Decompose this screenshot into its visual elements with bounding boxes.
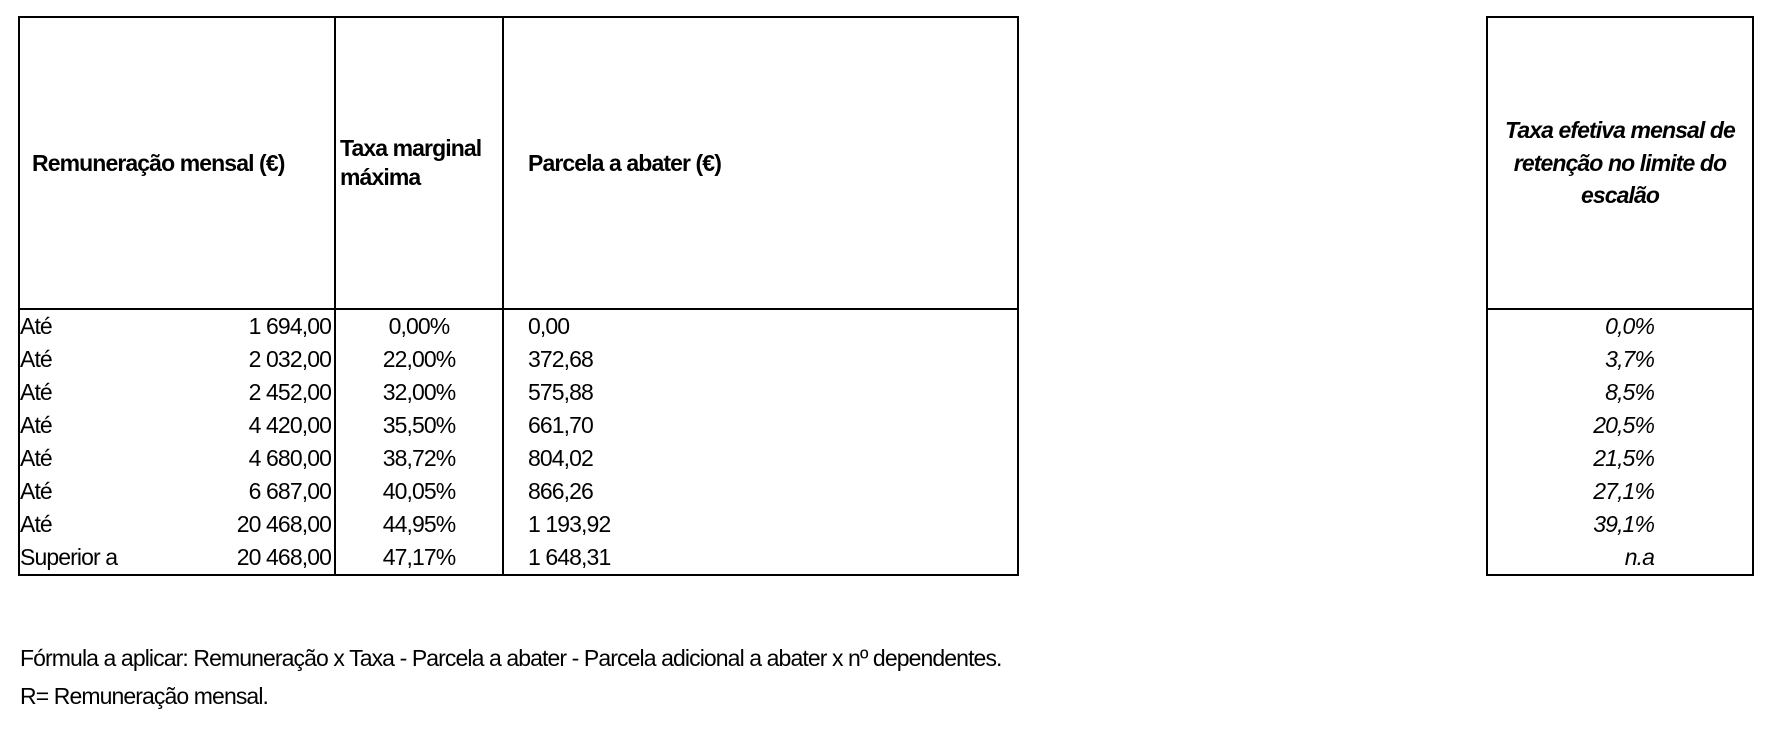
table-body (19, 309, 1018, 575)
effective-rate-cell: 0,0% (1605, 313, 1654, 339)
withholding-tax-table (18, 16, 1019, 576)
marginal-rate-cell: 38,72% (335, 442, 503, 475)
parcela-cell: 1 648,31 (503, 541, 1018, 575)
table-row (19, 541, 1018, 575)
bracket-limit: 20 468,00 (236, 511, 331, 537)
header-parcela-abater: Parcela a abater (€) (503, 17, 1018, 309)
legend-note: R= Remuneração mensal. (20, 683, 269, 709)
parcela-cell: 804,02 (503, 442, 1018, 475)
side-header-row (1487, 17, 1753, 309)
marginal-rate-cell: 35,50% (335, 409, 503, 442)
bracket-limit: 6 687,00 (248, 478, 331, 504)
remuneracao-cell (19, 442, 335, 475)
parcela-cell: 661,70 (503, 409, 1018, 442)
header-taxa-efetiva: Taxa efetiva mensal de retenção no limite do escalão (1487, 17, 1753, 309)
side-table-row (1487, 508, 1753, 541)
effective-rate-table (1486, 16, 1754, 576)
side-table-row (1487, 442, 1753, 475)
bracket-limit: 1 694,00 (248, 313, 331, 339)
table-row (19, 309, 1018, 343)
effective-rate-cell: 8,5% (1605, 379, 1654, 405)
effective-rate-cell: 21,5% (1593, 445, 1654, 471)
remuneracao-cell (19, 309, 335, 343)
marginal-rate-cell: 0,00% (335, 309, 503, 343)
table-row (19, 343, 1018, 376)
effective-rate-cell: 3,7% (1605, 346, 1654, 372)
bracket-limit: 2 452,00 (248, 379, 331, 405)
side-table-row (1487, 475, 1753, 508)
parcela-cell: 866,26 (503, 475, 1018, 508)
table-row (19, 376, 1018, 409)
side-table-body (1487, 309, 1753, 575)
bracket-prefix: Até (20, 379, 52, 405)
side-table-row (1487, 541, 1753, 575)
effective-rate-cell: n.a (1624, 544, 1654, 570)
bracket-prefix: Até (20, 313, 52, 339)
side-table-row (1487, 343, 1753, 376)
marginal-rate-cell: 44,95% (335, 508, 503, 541)
bracket-prefix: Superior a (20, 544, 118, 570)
bracket-limit: 20 468,00 (236, 544, 331, 570)
bracket-prefix: Até (20, 511, 52, 537)
marginal-rate-cell: 22,00% (335, 343, 503, 376)
header-remuneracao: Remuneração mensal (€) (19, 17, 335, 309)
bracket-prefix: Até (20, 412, 52, 438)
side-table-row (1487, 376, 1753, 409)
parcela-cell: 1 193,92 (503, 508, 1018, 541)
remuneracao-cell (19, 508, 335, 541)
remuneracao-cell (19, 376, 335, 409)
notes (20, 639, 1002, 715)
remuneracao-cell (19, 409, 335, 442)
formula-note: Fórmula a aplicar: Remuneração x Taxa - Parcela a abater - Parcela adicional a abater x nº dependentes. (20, 645, 1002, 671)
effective-rate-cell: 20,5% (1593, 412, 1654, 438)
table-row (19, 409, 1018, 442)
marginal-rate-cell: 40,05% (335, 475, 503, 508)
remuneracao-cell (19, 343, 335, 376)
bracket-limit: 4 680,00 (248, 445, 331, 471)
parcela-cell: 575,88 (503, 376, 1018, 409)
side-table-row (1487, 409, 1753, 442)
table-row (19, 442, 1018, 475)
bracket-prefix: Até (20, 478, 52, 504)
remuneracao-cell (19, 541, 335, 575)
side-table-row (1487, 309, 1753, 343)
header-taxa-marginal: Taxa marginal máxima (335, 17, 503, 309)
effective-rate-cell: 39,1% (1593, 511, 1654, 537)
marginal-rate-cell: 32,00% (335, 376, 503, 409)
table-header-row (19, 17, 1018, 309)
effective-rate-cell: 27,1% (1593, 478, 1654, 504)
table-row (19, 508, 1018, 541)
bracket-prefix: Até (20, 445, 52, 471)
remuneracao-cell (19, 475, 335, 508)
bracket-prefix: Até (20, 346, 52, 372)
bracket-limit: 4 420,00 (248, 412, 331, 438)
parcela-cell: 372,68 (503, 343, 1018, 376)
table-row (19, 475, 1018, 508)
parcela-cell: 0,00 (503, 309, 1018, 343)
marginal-rate-cell: 47,17% (335, 541, 503, 575)
bracket-limit: 2 032,00 (248, 346, 331, 372)
